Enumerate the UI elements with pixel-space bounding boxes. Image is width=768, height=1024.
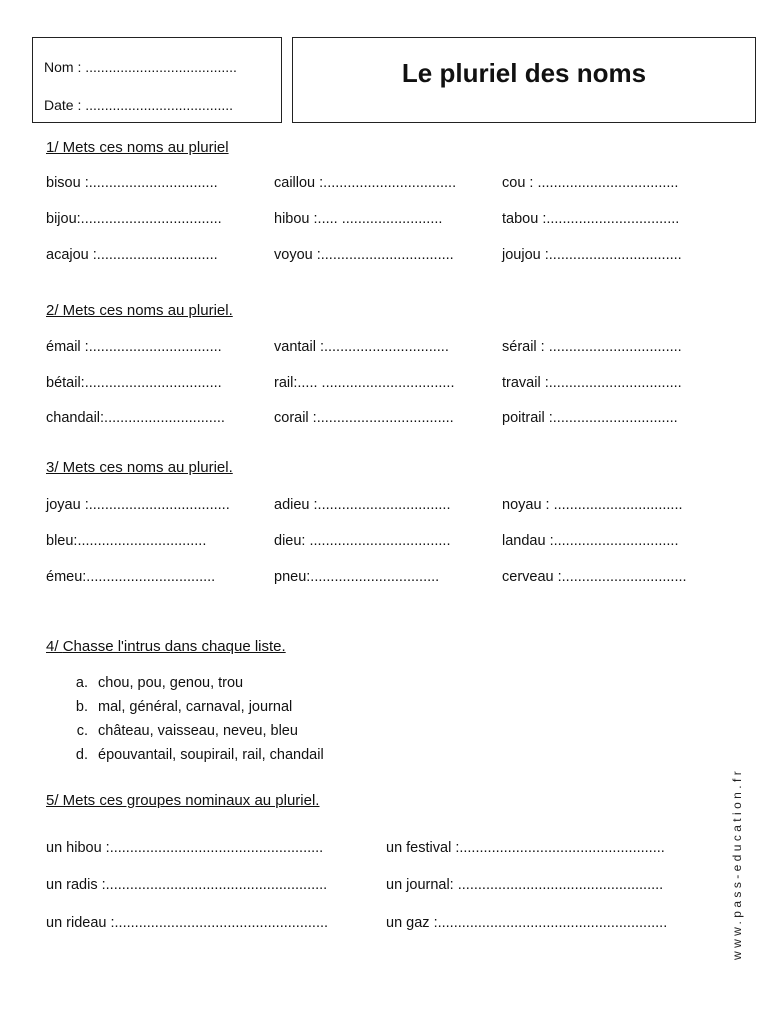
- exercise-3-item: joyau :...................................: [46, 497, 230, 513]
- exercise-1-item: bisou :................................: [46, 175, 218, 191]
- exercise-3-item: adieu :.................................: [274, 497, 451, 513]
- exercise-2-item: bétail:..................................: [46, 375, 222, 391]
- page-title: Le pluriel des noms: [401, 58, 647, 88]
- exercise-2-heading: 2/ Mets ces noms au pluriel.: [46, 302, 233, 319]
- name-field: Nom : .......................................: [44, 59, 237, 75]
- exercise-3-item: pneu:................................: [274, 569, 440, 585]
- exercise-1-item: cou : ...................................: [502, 175, 679, 191]
- exercise-5-item: un journal: ...................................................: [386, 877, 664, 893]
- date-field: Date : ......................................: [44, 97, 234, 113]
- exercise-3-item: cerveau :...............................: [502, 569, 687, 585]
- title-box: [292, 37, 756, 123]
- exercise-1-item: voyou :.................................: [274, 247, 454, 263]
- exercise-3-item: bleu:................................: [46, 533, 207, 549]
- exercise-3-item: émeu:................................: [46, 569, 216, 585]
- exercise-3-item: noyau : ................................: [502, 497, 683, 513]
- exercise-2-item: chandail:..............................: [46, 410, 225, 426]
- list-item: b. mal, général, carnaval, journal: [92, 695, 324, 719]
- exercise-1-item: tabou :.................................: [502, 211, 680, 227]
- exercise-2-item: émail :.................................: [46, 339, 222, 355]
- exercise-2-item: travail :.................................: [502, 375, 682, 391]
- exercise-5-heading: 5/ Mets ces groupes nominaux au pluriel.: [46, 792, 320, 809]
- exercise-4-number: 4/: [46, 638, 59, 655]
- exercise-5-item: un festival :...................................................: [386, 840, 665, 856]
- intrus-list: [52, 671, 324, 767]
- exercise-5-item: un gaz :.........................................................: [386, 915, 668, 931]
- exercise-3-heading: 3/ Mets ces noms au pluriel.: [46, 459, 233, 476]
- exercise-1-item: acajou :..............................: [46, 247, 218, 263]
- exercise-1-item: joujou :.................................: [502, 247, 682, 263]
- name-date-box: [32, 37, 282, 123]
- exercise-2-item: sérail : .................................: [502, 339, 682, 355]
- exercise-1-heading: 1/ Mets ces noms au pluriel: [46, 139, 229, 156]
- list-item: c. château, vaisseau, neveu, bleu: [92, 719, 324, 743]
- exercise-5-item: un radis :.......................................................: [46, 877, 328, 893]
- exercise-2-item: corail :..................................: [274, 410, 454, 426]
- exercise-5-item: un hibou :.....................................................: [46, 840, 324, 856]
- exercise-1-item: bijou:...................................: [46, 211, 222, 227]
- exercise-2-item: vantail :...............................: [274, 339, 449, 355]
- exercise-1-item: hibou :..... .........................: [274, 211, 443, 227]
- exercise-5-item: un rideau :.....................................................: [46, 915, 329, 931]
- exercise-4-heading: [46, 638, 286, 655]
- website-watermark: www.pass-education.fr: [730, 767, 744, 960]
- exercise-2-item: rail:..... .................................: [274, 375, 455, 391]
- exercise-1-item: caillou :.................................: [274, 175, 457, 191]
- exercise-3-item: landau :...............................: [502, 533, 679, 549]
- exercise-3-item: dieu: ...................................: [274, 533, 451, 549]
- exercise-2-item: poitrail :...............................: [502, 410, 678, 426]
- list-item: d. épouvantail, soupirail, rail, chandail: [92, 743, 324, 767]
- exercise-4-instruction: Chasse l'intrus dans chaque liste.: [62, 638, 286, 655]
- list-item: a. chou, pou, genou, trou: [92, 671, 324, 695]
